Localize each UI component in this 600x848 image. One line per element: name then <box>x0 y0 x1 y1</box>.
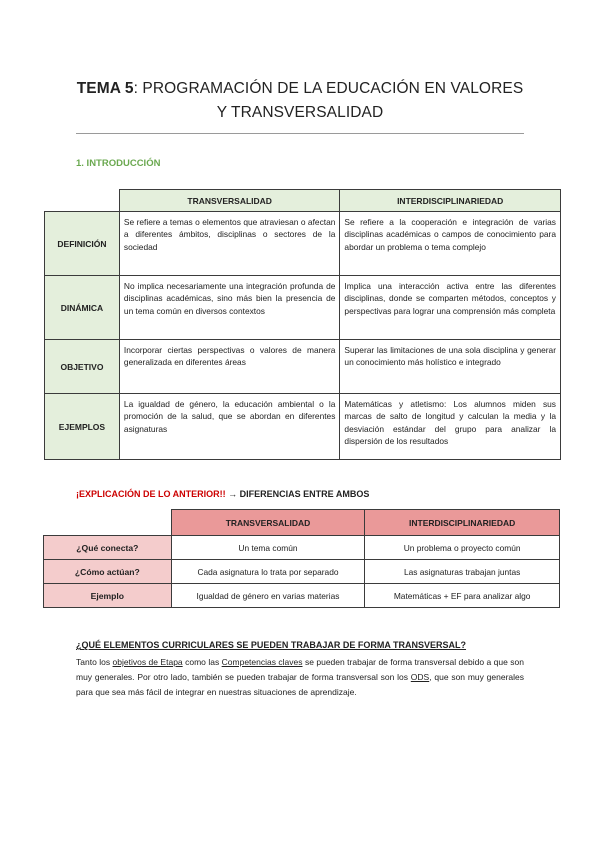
table-cell: La igualdad de género, la educación ambiental o la promoción de la salud, que se abordan en diferentes asignaturas <box>119 394 340 460</box>
table-corner <box>45 190 120 212</box>
link-objetivos-etapa: objetivos de Etapa <box>112 657 183 667</box>
table-cell: Un problema o proyecto común <box>365 536 560 560</box>
table-header-row <box>45 190 561 212</box>
row-header-ejemplo: Ejemplo <box>44 584 172 608</box>
table-row <box>44 584 560 608</box>
table-row <box>45 394 561 460</box>
paragraph-text: se pueden trabajar de forma transversal debido a que son muy generales. Por otro lado, también se pueden trabajar de forma transversal son los <box>76 657 524 682</box>
row-header-dinamica: DINÁMICA <box>45 276 120 340</box>
table-row <box>44 536 560 560</box>
title-prefix: TEMA 5 <box>76 80 134 97</box>
table-cell: Cada asignatura lo trata por separado <box>171 560 365 584</box>
paragraph-text: como las <box>182 657 222 667</box>
table-corner <box>44 510 172 536</box>
table-cell: No implica necesariamente una integración profunda de disciplinas académicas, sino más bien la presencia de un tema común en diversos contextos <box>119 276 340 340</box>
row-header-que-conecta: ¿Qué conecta? <box>44 536 172 560</box>
paragraph-text: , que son muy generales para que sea más fácil de integrar en nuestras situaciones de aprendizaje. <box>76 672 525 697</box>
differences-heading-rest: → DIFERENCIAS ENTRE AMBOS <box>225 489 370 499</box>
curricular-elements-paragraph <box>76 655 524 700</box>
title-line2: Y TRANSVERSALIDAD <box>216 104 384 121</box>
link-ods: ODS <box>410 672 430 682</box>
table-cell: Se refiere a la cooperación e integración de varias disciplinas académicas o campos de conocimiento para abordar un problema o tema complejo <box>340 212 561 276</box>
table-cell: Se refiere a temas o elementos que atraviesan o afectan a diferentes ámbitos, disciplinas o sectores de la sociedad <box>119 212 340 276</box>
title-divider <box>76 133 524 134</box>
table-cell: Matemáticas + EF para analizar algo <box>365 584 560 608</box>
table-cell: Superar las limitaciones de una sola disciplina y generar un conocimiento más holístico e integrado <box>340 340 561 394</box>
column-header-transversalidad: TRANSVERSALIDAD <box>171 510 365 536</box>
column-header-interdisciplinariedad: INTERDISCIPLINARIEDAD <box>340 190 561 212</box>
differences-table <box>43 509 560 608</box>
table-cell: Igualdad de género en varias materias <box>171 584 365 608</box>
row-header-objetivo: OBJETIVO <box>45 340 120 394</box>
row-header-ejemplos: EJEMPLOS <box>45 394 120 460</box>
table-cell: Incorporar ciertas perspectivas o valores de manera generalizada en diferentes áreas <box>119 340 340 394</box>
link-competencias-claves: Competencias claves <box>221 657 303 667</box>
row-header-como-actuan: ¿Cómo actúan? <box>44 560 172 584</box>
section-intro-heading: 1. INTRODUCCIÓN <box>76 158 161 169</box>
table-row <box>44 560 560 584</box>
paragraph-text: Tanto los <box>76 657 113 667</box>
differences-heading <box>76 489 369 499</box>
table-row <box>45 276 561 340</box>
table-cell: Las asignaturas trabajan juntas <box>365 560 560 584</box>
differences-heading-highlight: ¡EXPLICACIÓN DE LO ANTERIOR!! <box>76 489 226 499</box>
page-title <box>40 77 560 125</box>
table-cell: Un tema común <box>171 536 365 560</box>
table-row <box>45 212 561 276</box>
table-cell: Matemáticas y atletismo: Los alumnos miden sus marcas de salto de longitud y calculan la media y la desviación estándar del grupo para analizar la dispersión de los resultados <box>340 394 561 460</box>
column-header-transversalidad: TRANSVERSALIDAD <box>119 190 340 212</box>
table-cell: Implica una interacción activa entre las diferentes disciplinas, donde se comparten métodos, conceptos y perspectivas para lograr una comprensión más completa <box>340 276 561 340</box>
title-line1: : PROGRAMACIÓN DE LA EDUCACIÓN EN VALORES <box>133 80 524 97</box>
comparison-table <box>44 189 561 460</box>
table-row <box>45 340 561 394</box>
column-header-interdisciplinariedad: INTERDISCIPLINARIEDAD <box>365 510 560 536</box>
curricular-elements-heading: ¿QUÉ ELEMENTOS CURRICULARES SE PUEDEN TRABAJAR DE FORMA TRANSVERSAL? <box>76 640 467 650</box>
row-header-definicion: DEFINICIÓN <box>45 212 120 276</box>
table-header-row <box>44 510 560 536</box>
